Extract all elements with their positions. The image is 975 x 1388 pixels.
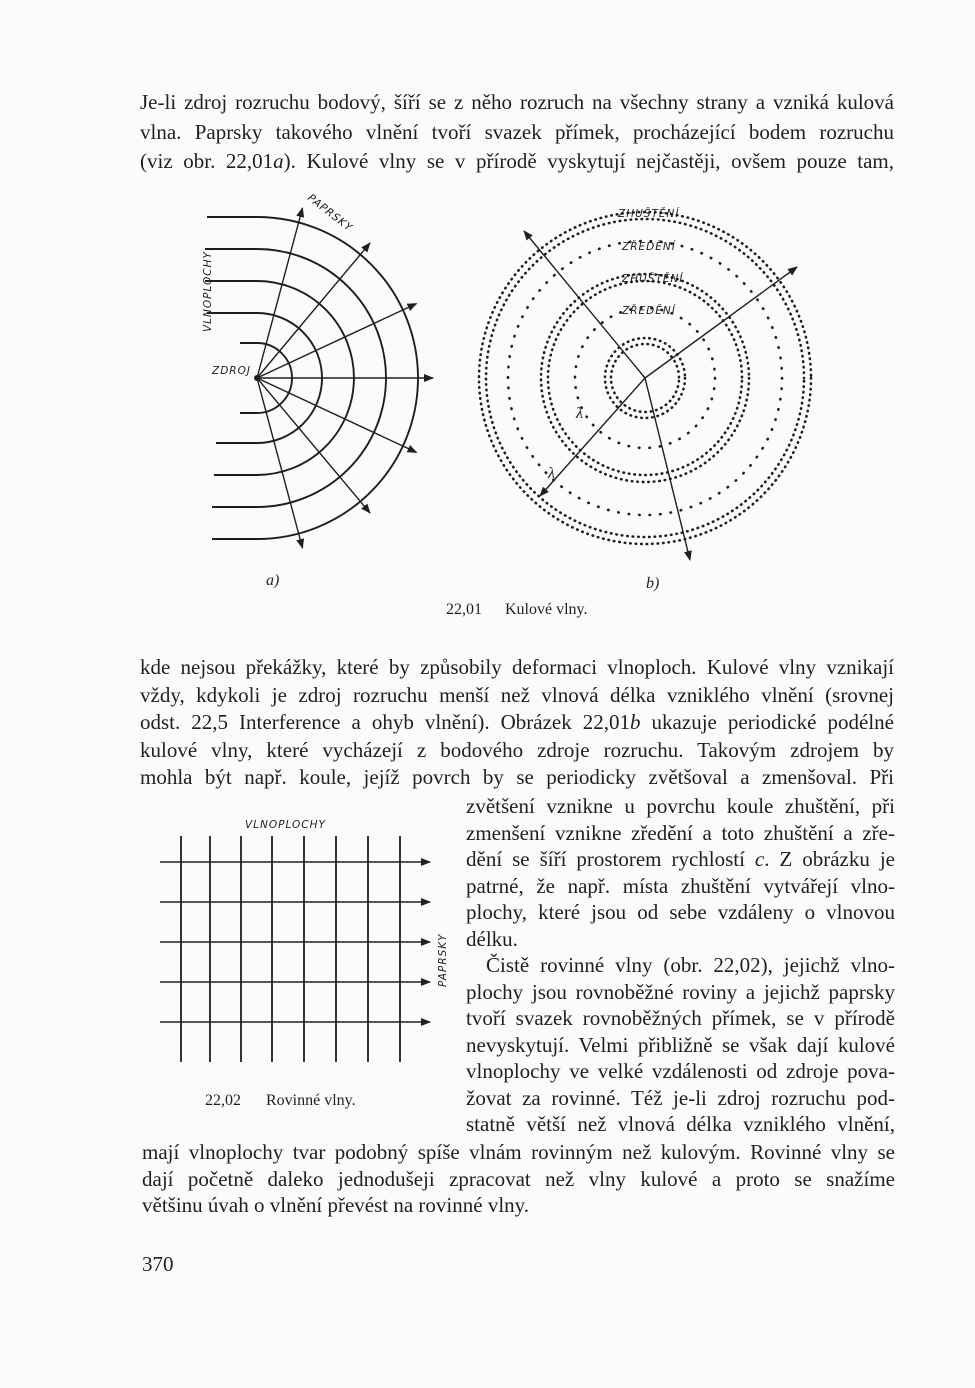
text-line — [140, 147, 894, 177]
text-line — [140, 709, 894, 737]
wavelength-symbol: λ — [548, 465, 555, 482]
figure-22-01-number: 22,01 — [446, 601, 482, 618]
panel-b — [479, 207, 811, 592]
rays-label: PAPRSKY — [305, 191, 355, 235]
ray-arrow — [257, 304, 417, 378]
text-segment: odst. 22,5 Interference a ohyb vlnění). Obrázek 22,01 — [140, 710, 631, 734]
panel-a — [202, 192, 433, 589]
text-segment: dění se šíří prostorem rychlostí — [466, 847, 755, 871]
ray-arrow — [257, 243, 370, 378]
velocity-symbol: c — [754, 847, 765, 871]
text-line: mají vlnoplochy tvar podobný spíše vlnám rovinným než kulovým. Rovinné vlny se — [142, 1140, 895, 1164]
page-number: 370 — [142, 1252, 174, 1276]
panel-b-label: b) — [646, 575, 660, 592]
figure-22-01-title: Kulové vlny. — [505, 601, 588, 618]
source-label: ZDROJ — [212, 365, 251, 377]
figure-22-01-drawing — [0, 190, 975, 600]
text-line: zmenšení vznikne zředění a toto zhuštění a zře- — [466, 820, 895, 845]
ray-arrow — [257, 378, 370, 513]
paragraph-3 — [142, 1139, 895, 1219]
wavelength-symbol: λ — [576, 405, 583, 422]
figure-panel-ref: b — [630, 710, 641, 734]
text-line: zvětšení vznikne u povrchu koule zhuštění, při — [466, 794, 895, 818]
text-line: nevyskytují. Velmi přibližně se však dají kulové — [466, 1032, 895, 1057]
text-line: statně větší než vlnová délka vzniklého vlnění, — [466, 1112, 895, 1136]
text-line: Je-li zdroj rozruchu bodový, šíří se z něho rozruch na všechny strany a vzniká kulová — [140, 90, 894, 114]
right-column-text — [466, 793, 895, 1138]
text-line: tvoří svazek rovnoběžných přímek, se v přírodě — [466, 1006, 895, 1030]
text-line: plochy jsou rovnoběžné roviny a jejichž paprsky — [466, 979, 895, 1004]
ray-arrow — [540, 378, 645, 496]
paragraph-2 — [140, 654, 894, 792]
compression-label: ZHUŠTĚNÍ — [622, 273, 684, 285]
panel-a-label: a) — [266, 572, 280, 589]
text-line: vlnoplochy ve velké vzdálenosti od zdroje pova- — [466, 1059, 895, 1083]
figure-22-02-number: 22,02 — [205, 1092, 241, 1109]
rays-label: PAPRSKY — [437, 933, 449, 987]
text-segment: ). Kulové vlny se v přírodě vyskytují nejčastěji, ovšem pouze tam, — [283, 149, 895, 173]
ray-arrow — [257, 378, 417, 452]
text-line: vždy, kdykoli je zdroj rozruchu menší než vlnová délka vzniklého vlnění (srovnej — [140, 682, 894, 707]
wavefronts-label: VLNOPLOCHY — [245, 819, 326, 831]
text-line: vlna. Paprsky takového vlnění tvoří svazek přímek, procházející bodem rozruchu — [140, 119, 894, 144]
text-line: plochy, které jsou od sebe vzdáleny o vlnovou — [466, 900, 895, 924]
figure-22-02-title: Rovinné vlny. — [266, 1092, 356, 1109]
text-line: Čistě rovinné vlny (obr. 22,02), jejichž vlno- — [486, 953, 895, 977]
rarefaction-label: ZŘEDĚNÍ — [622, 305, 676, 317]
text-segment: (viz obr. 22,01 — [140, 149, 274, 173]
text-segment: . Z obrázku je — [764, 847, 895, 871]
text-line: kulové vlny, které vycházejí z bodového zdroje rozruchu. Takovým zdrojem by — [140, 737, 894, 762]
text-line: mohla být např. koule, jejíž povrch by se periodicky zvětšoval a zmenšoval. Při — [140, 765, 894, 789]
source-point — [254, 375, 260, 381]
paragraph-1 — [140, 88, 894, 177]
text-line: patrné, že např. místa zhuštění vytvářejí vlno- — [466, 873, 895, 898]
rarefaction-label: ZŘEDĚNÍ — [622, 241, 676, 253]
plane-wavefronts — [181, 836, 400, 1062]
figure-panel-ref: a — [273, 149, 284, 173]
parallel-rays — [160, 862, 430, 1022]
text-line: žovat za rovinné. Též je-li zdroj rozruchu pod- — [466, 1085, 895, 1110]
ray-arrow — [645, 378, 690, 560]
text-line — [466, 846, 895, 873]
text-segment: ukazuje periodické podélné — [640, 710, 895, 734]
compression-label: ZHUŠTĚNÍ — [618, 208, 680, 220]
wavefronts-label: VLNOPLOCHY — [202, 251, 214, 332]
text-line: dají početně daleko jednodušeji zpracovat než vlny kulové a proto se snažíme — [142, 1166, 895, 1191]
text-line: délku. — [466, 926, 518, 951]
text-line: kde nejsou překážky, které by způsobily deformaci vlnoploch. Kulové vlny vznikají — [140, 655, 894, 679]
text-line: většinu úvah o vlnění převést na rovinné vlny. — [142, 1193, 530, 1217]
